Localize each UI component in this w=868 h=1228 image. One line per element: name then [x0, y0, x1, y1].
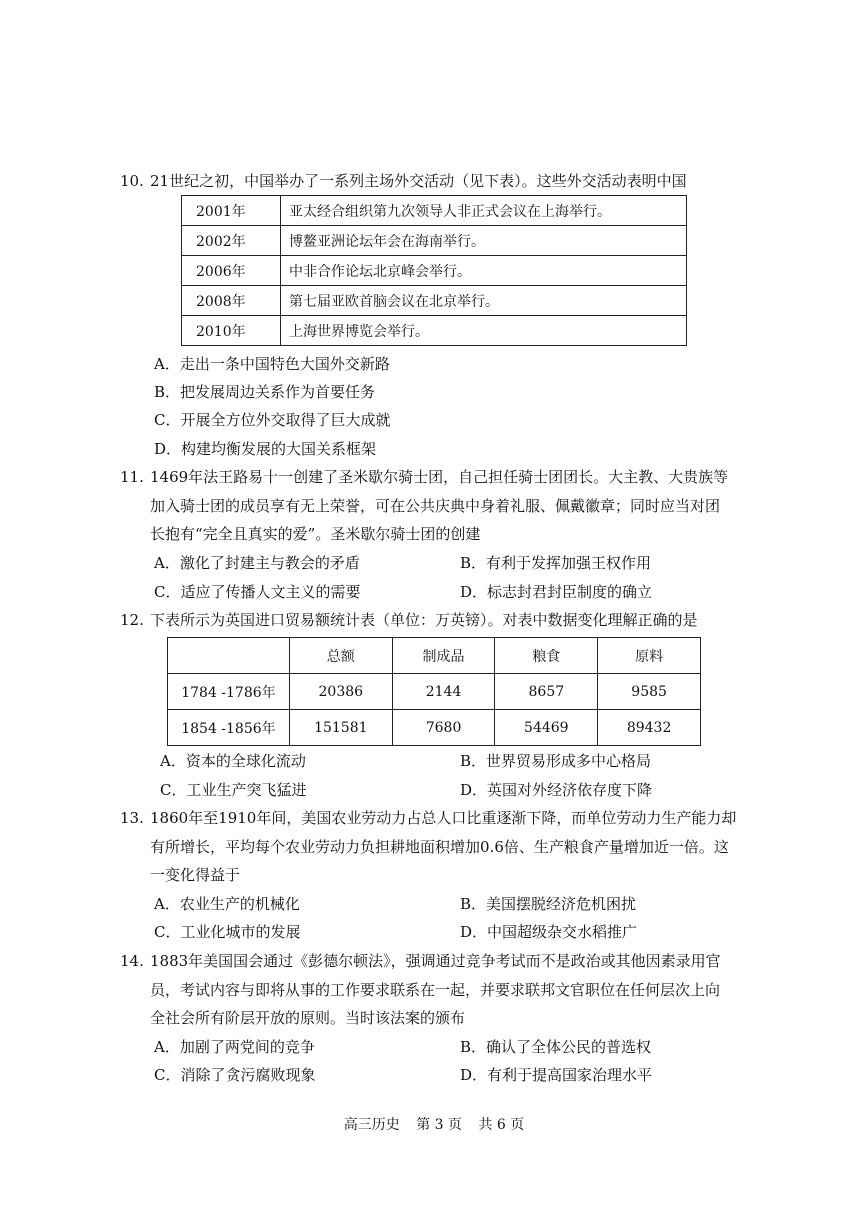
- q11-stem-line-2: 加入骑士团的成员享有无上荣誉，可在公共庆典中身着礼服、佩戴徽章；同时应当对团: [150, 497, 721, 515]
- value-cell: 151581: [289, 710, 392, 746]
- q13-option-b[interactable]: B．美国摆脱经济危机困扰: [460, 895, 637, 913]
- q13-stem-line-2: 有所增长，平均每个农业劳动力负担耕地面积增加0.6倍、生产粮食产量增加近一倍。这: [150, 838, 729, 856]
- header-cell: 总额: [289, 638, 392, 674]
- year-cell: 2008年: [182, 286, 281, 316]
- q11-stem-line-3: 长抱有“完全且真实的爱”。圣米歇尔骑士团的创建: [150, 525, 481, 543]
- q14-stem-line-2: 员，考试内容与即将从事的工作要求联系在一起，并要求联邦文官职位在任何层次上向: [150, 981, 721, 999]
- q14-stem-line-3: 全社会所有阶层开放的原则。当时该法案的颁布: [150, 1009, 466, 1027]
- table-row: [182, 226, 687, 256]
- q10-option-b[interactable]: B．把发展周边关系作为首要任务: [154, 383, 376, 401]
- table-row: [168, 674, 701, 710]
- q13-option-c[interactable]: C．工业化城市的发展: [154, 923, 301, 941]
- q14-number: 14.: [120, 952, 144, 970]
- period-cell: 1854 -1856年: [168, 710, 290, 746]
- value-cell: 89432: [598, 710, 701, 746]
- q13-number: 13.: [120, 809, 144, 827]
- q13-option-a[interactable]: A．农业生产的机械化: [154, 895, 300, 913]
- q10-stem: 21世纪之初，中国举办了一系列主场外交活动（见下表）。这些外交活动表明中国: [150, 172, 687, 190]
- table-header-row: [168, 638, 701, 674]
- table-row: [182, 256, 687, 286]
- value-cell: 20386: [289, 674, 392, 710]
- event-cell: 第七届亚欧首脑会议在北京举行。: [281, 286, 687, 316]
- header-cell: [168, 638, 290, 674]
- q12-option-c[interactable]: C．工业生产突飞猛进: [160, 781, 307, 799]
- value-cell: 2144: [392, 674, 495, 710]
- q12-stem: 下表所示为英国进口贸易额统计表（单位：万英镑）。对表中数据变化理解正确的是: [150, 611, 698, 629]
- header-cell: 粮食: [495, 638, 598, 674]
- q10-option-a[interactable]: A．走出一条中国特色大国外交新路: [154, 355, 390, 373]
- q11-option-a[interactable]: A．激化了封建主与教会的矛盾: [154, 554, 360, 572]
- q13-stem-line-3: 一变化得益于: [150, 866, 241, 884]
- event-cell: 博鳌亚洲论坛年会在海南举行。: [281, 226, 687, 256]
- table-row: [182, 286, 687, 316]
- value-cell: 8657: [495, 674, 598, 710]
- event-cell: 上海世界博览会举行。: [281, 316, 687, 346]
- q13-stem-line-1: 1860年至1910年间，美国农业劳动力占总人口比重逐渐下降，而单位劳动力生产能力却: [150, 809, 737, 827]
- q13-option-d[interactable]: D．中国超级杂交水稻推广: [460, 923, 638, 941]
- year-cell: 2002年: [182, 226, 281, 256]
- value-cell: 9585: [598, 674, 701, 710]
- q14-stem-line-1: 1883年美国国会通过《彭德尔顿法》，强调通过竞争考试而不是政治或其他因素录用官: [150, 952, 721, 970]
- table-row: [168, 710, 701, 746]
- table-row: [182, 316, 687, 346]
- q11-option-b[interactable]: B．有利于发挥加强王权作用: [460, 554, 652, 572]
- table-row: [182, 196, 687, 226]
- footer-total-pages: 共 6 页: [478, 1117, 525, 1133]
- value-cell: 54469: [495, 710, 598, 746]
- period-cell: 1784 -1786年: [168, 674, 290, 710]
- year-cell: 2001年: [182, 196, 281, 226]
- q12-number: 12.: [120, 611, 144, 629]
- q10-option-c[interactable]: C．开展全方位外交取得了巨大成就: [154, 411, 391, 429]
- q10-table: [181, 195, 687, 346]
- q14-option-c[interactable]: C．消除了贪污腐败现象: [154, 1066, 316, 1084]
- footer-subject: 高三历史: [343, 1117, 400, 1133]
- q14-option-a[interactable]: A．加剧了两党间的竞争: [154, 1038, 315, 1056]
- page-footer: [0, 1114, 868, 1134]
- footer-page-number: 第 3 页: [416, 1117, 462, 1133]
- q12-option-a[interactable]: A．资本的全球化流动: [160, 752, 306, 770]
- q11-option-c[interactable]: C．适应了传播人文主义的需要: [154, 583, 361, 601]
- event-cell: 中非合作论坛北京峰会举行。: [281, 256, 687, 286]
- value-cell: 7680: [392, 710, 495, 746]
- q10-number: 10.: [120, 172, 144, 190]
- year-cell: 2010年: [182, 316, 281, 346]
- q11-option-d[interactable]: D．标志封君封臣制度的确立: [460, 583, 653, 601]
- q14-option-b[interactable]: B．确认了全体公民的普选权: [460, 1038, 652, 1056]
- header-cell: 原料: [598, 638, 701, 674]
- q12-table: [167, 637, 701, 746]
- year-cell: 2006年: [182, 256, 281, 286]
- q11-number: 11.: [120, 468, 144, 486]
- q12-option-d[interactable]: D．英国对外经济依存度下降: [460, 781, 653, 799]
- q11-stem-line-1: 1469年法王路易十一创建了圣米歇尔骑士团，自己担任骑士团团长。大主教、大贵族等: [150, 468, 729, 486]
- q10-option-d[interactable]: D．构建均衡发展的大国关系框架: [154, 440, 377, 458]
- q14-option-d[interactable]: D．有利于提高国家治理水平: [460, 1066, 653, 1084]
- header-cell: 制成品: [392, 638, 495, 674]
- event-cell: 亚太经合组织第九次领导人非正式会议在上海举行。: [281, 196, 687, 226]
- q12-option-b[interactable]: B．世界贸易形成多中心格局: [460, 752, 652, 770]
